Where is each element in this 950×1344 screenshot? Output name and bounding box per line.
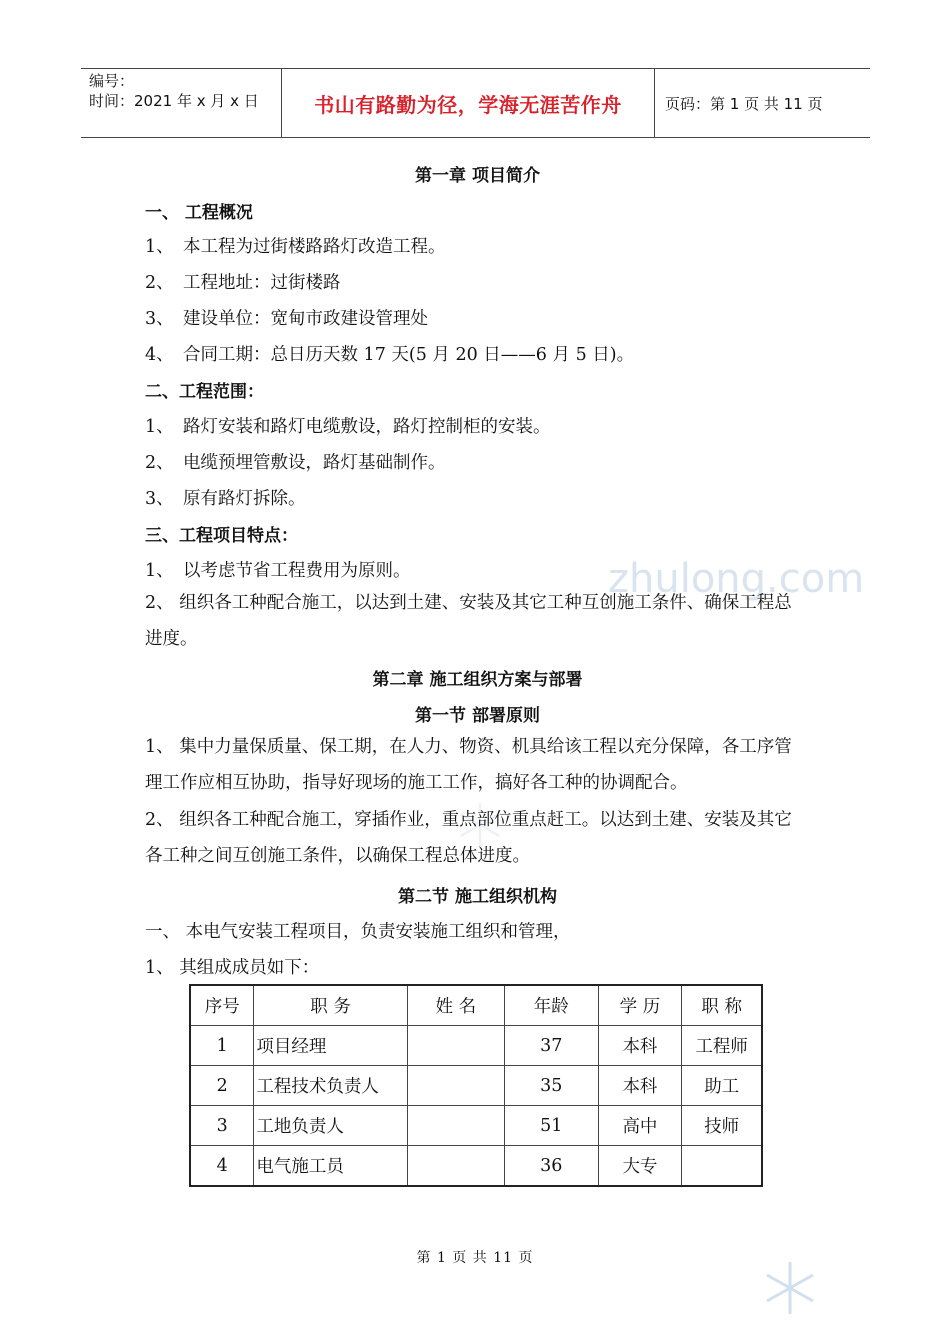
- table-cell: [407, 1026, 504, 1066]
- table-cell: 工程技术负责人: [254, 1066, 407, 1106]
- table-header-cell: 职 称: [682, 985, 762, 1026]
- list-item-number: 1、: [145, 237, 174, 257]
- section-features-title: 三、工程项目特点：: [145, 526, 298, 546]
- list-item: [145, 233, 446, 258]
- list-item-text: 路灯安装和路灯电缆敷设，路灯控制柜的安装。: [183, 417, 551, 437]
- section-principles-title: 第一节 部署原则: [415, 706, 540, 726]
- table-cell: 大专: [598, 1146, 682, 1187]
- watermark: zhulong.com: [608, 556, 865, 602]
- list-item-number: 2、: [145, 273, 174, 293]
- paragraph: 2、 组织各工种配合施工，穿插作业，重点部位重点赶工。以达到土建、安装及其它各工种之间互创施工条件，以确保工程总体进度。: [145, 810, 792, 866]
- list-item: [145, 557, 411, 582]
- list-item-text: 以考虑节省工程费用为原则。: [183, 561, 411, 581]
- table-cell: 本科: [598, 1026, 682, 1066]
- table-cell: 项目经理: [254, 1026, 407, 1066]
- staff-table: [189, 984, 763, 1187]
- list-item-text: 电缆预埋管敷设，路灯基础制作。: [183, 453, 446, 473]
- table-cell: 电气施工员: [254, 1146, 407, 1187]
- list-item: [145, 305, 428, 330]
- doc-number-label: 编号：: [89, 72, 135, 90]
- table-row: [190, 1106, 762, 1146]
- section-overview-title: 一、 工程概况: [145, 203, 253, 223]
- header-motto: 书山有路勤为径，学海无涯苦作舟: [282, 69, 655, 137]
- paragraph: 1、 其组成成员如下：: [145, 958, 320, 978]
- table-cell: 4: [190, 1146, 254, 1187]
- table-cell: 37: [504, 1026, 598, 1066]
- list-item-text: 合同工期：总日历天数 17 天(5 月 20 日——6 月 5 日)。: [183, 345, 635, 365]
- list-item-text: 工程地址：过街楼路: [183, 273, 341, 293]
- table-cell: 51: [504, 1106, 598, 1146]
- snowflake-watermark-icon: [760, 1258, 820, 1318]
- table-cell: 工地负责人: [254, 1106, 407, 1146]
- paragraph: 1、 集中力量保质量、保工期，在人力、物资、机具给该工程以充分保障，各工序管理工作应相互协助，指导好现场的施工工作，搞好各工种的协调配合。: [145, 737, 792, 793]
- table-row: [190, 1066, 762, 1106]
- list-item-number: 1、: [145, 417, 174, 437]
- table-header-cell: 职 务: [254, 985, 407, 1026]
- header-page-info: 页码：第 1 页 共 11 页: [665, 94, 823, 113]
- list-item-number: 4、: [145, 345, 174, 365]
- table-cell: 35: [504, 1066, 598, 1106]
- table-cell: 技师: [682, 1106, 762, 1146]
- section-organization-title: 第二节 施工组织机构: [398, 887, 557, 907]
- table-header-cell: 姓 名: [407, 985, 504, 1026]
- list-item-text: 建设单位：宽甸市政建设管理处: [183, 309, 428, 329]
- table-cell: 3: [190, 1106, 254, 1146]
- table-cell: [407, 1106, 504, 1146]
- list-item-number: 1、: [145, 561, 174, 581]
- table-cell: [407, 1146, 504, 1187]
- table-cell: 高中: [598, 1106, 682, 1146]
- table-row: [190, 1026, 762, 1066]
- table-header-cell: 年龄: [504, 985, 598, 1026]
- chapter1-title: 第一章 项目简介: [415, 166, 540, 186]
- paragraph: 一、 本电气安装工程项目，负责安装施工组织和管理，: [145, 922, 571, 942]
- chapter2-title: 第二章 施工组织方案与部署: [372, 670, 583, 690]
- table-cell: 36: [504, 1146, 598, 1187]
- doc-time-label: 时间：2021 年 x 月 x 日: [89, 92, 259, 110]
- section-scope-title: 二、工程范围：: [145, 382, 264, 402]
- table-cell: 2: [190, 1066, 254, 1106]
- page-footer: 第 1 页 共 11 页: [416, 1250, 534, 1266]
- table-header-cell: 序号: [190, 985, 254, 1026]
- table-cell: 本科: [598, 1066, 682, 1106]
- table-row: [190, 1146, 762, 1187]
- table-header-cell: 学 历: [598, 985, 682, 1026]
- table-header-row: [190, 985, 762, 1026]
- table-cell: 工程师: [682, 1026, 762, 1066]
- header-meta: [81, 69, 282, 137]
- paragraph: 2、 组织各工种配合施工，以达到土建、安装及其它工种互创施工条件、确保工程总进度。: [145, 593, 792, 649]
- table-cell: 助工: [682, 1066, 762, 1106]
- page-header: [81, 68, 870, 138]
- table-cell: 1: [190, 1026, 254, 1066]
- list-item: [145, 413, 551, 438]
- list-item-number: 3、: [145, 489, 174, 509]
- list-item-number: 2、: [145, 453, 174, 473]
- list-item-number: 3、: [145, 309, 174, 329]
- list-item: [145, 449, 446, 474]
- list-item: [145, 485, 306, 510]
- list-item: [145, 269, 341, 294]
- list-item-text: 本工程为过街楼路路灯改造工程。: [183, 237, 446, 257]
- table-cell: [682, 1146, 762, 1187]
- list-item: [145, 341, 634, 366]
- table-cell: [407, 1066, 504, 1106]
- list-item-text: 原有路灯拆除。: [183, 489, 306, 509]
